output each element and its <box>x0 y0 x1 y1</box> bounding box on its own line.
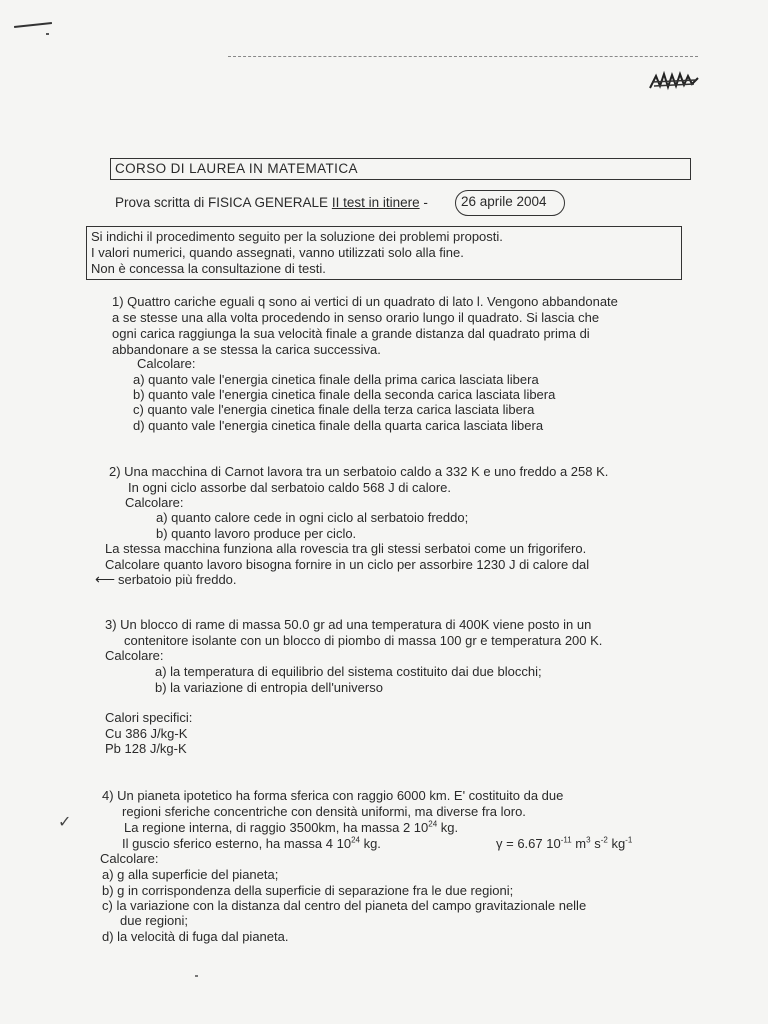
problem1-line: ogni carica raggiunga la sua velocità finale a grande distanza dal quadrato prima di <box>112 326 590 341</box>
problem2-item: a) quanto calore cede in ogni ciclo al serbatoio freddo; <box>156 510 469 525</box>
problem4-line: 4) Un pianeta ipotetico ha forma sferica con raggio 6000 km. E' costituito da due <box>102 788 564 803</box>
problem4-calc: Calcolare: <box>100 851 159 866</box>
problem4-item: b) g in corrispondenza della superficie di separazione fra le due regioni; <box>102 883 514 898</box>
exam-dash: - <box>419 195 428 210</box>
problem4-item: a) g alla superficie del pianeta; <box>102 867 279 882</box>
problem1-line: 1) Quattro cariche eguali q sono ai vertici di un quadrato di lato l. Vengono abbandonate <box>112 294 618 309</box>
problem2-calc: Calcolare: <box>125 495 184 510</box>
instruction-line: Non è concessa la consultazione di testi. <box>91 261 326 276</box>
scribble-mark <box>648 70 700 92</box>
course-title: CORSO DI LAUREA IN MATEMATICA <box>115 161 358 176</box>
problem4-outer-mass: Il guscio sferico esterno, ha massa 4 $10^{24}$ kg. <box>122 835 381 851</box>
top-dashed-line <box>228 56 698 57</box>
specific-heat-title: Calori specifici: <box>105 710 193 725</box>
problem2-line: In ogni ciclo assorbe dal serbatoio caldo 568 J di calore. <box>128 480 452 495</box>
specific-heat-cu: Cu 386 J/kg-K <box>105 726 188 741</box>
exam-date: 26 aprile 2004 <box>461 194 547 209</box>
exam-title <box>115 195 428 210</box>
problem1-line: abbandonare a se stessa la carica successiva. <box>112 342 381 357</box>
problem4-line: regioni sferiche concentriche con densità uniformi, ma diverse fra loro. <box>122 804 526 819</box>
problem1-item: a) quanto vale l'energia cinetica finale della prima carica lasciata libera <box>133 372 539 387</box>
problem3-calc: Calcolare: <box>105 648 164 663</box>
problem4-item: c) la variazione con la distanza dal centro del pianeta del campo gravitazionale nelle <box>102 898 587 913</box>
scan-dot-mark <box>195 975 198 977</box>
problem3-line: 3) Un blocco di rame di massa 50.0 gr ad una temperatura di 400K viene posto in un <box>105 617 592 632</box>
problem3-item: b) la variazione di entropia dell'universo <box>155 680 383 695</box>
exam-prefix: Prova scritta di FISICA GENERALE <box>115 195 332 210</box>
problem3-item: a) la temperatura di equilibrio del sistema costituito dai due blocchi; <box>155 664 542 679</box>
specific-heat-pb: Pb 128 J/kg-K <box>105 741 187 756</box>
problem2-extra: serbatoio più freddo. <box>118 572 237 587</box>
problem1-item: b) quanto vale l'energia cinetica finale della seconda carica lasciata libera <box>133 387 556 402</box>
problem2-item: b) quanto lavoro produce per ciclo. <box>156 526 357 541</box>
check-mark-icon: ✓ <box>58 814 72 831</box>
problem2-extra: La stessa macchina funziona alla rovescia tra gli stessi serbatoi come un frigorifero. <box>105 541 587 556</box>
pen-dot-mark <box>46 33 49 35</box>
instruction-line: Si indichi il procedimento seguito per la soluzione dei problemi proposti. <box>91 229 503 244</box>
handwritten-arrow: ⟵ <box>95 571 116 587</box>
instruction-line: I valori numerici, quando assegnati, vanno utilizzati solo alla fine. <box>91 245 464 260</box>
problem4-item: due regioni; <box>120 913 188 928</box>
problem1-line: a se stesse una alla volta procedendo in senso orario lungo il quadrato. Si lascia che <box>112 310 600 325</box>
problem4-item: d) la velocità di fuga dal pianeta. <box>102 929 289 944</box>
problem1-item: d) quanto vale l'energia cinetica finale della quarta carica lasciata libera <box>133 418 544 433</box>
problem3-line: contenitore isolante con un blocco di piombo di massa 100 gr e temperatura 200 K. <box>124 633 603 648</box>
pen-scratch-mark <box>14 22 52 28</box>
gravitational-constant: γ = 6.67 $10^{-11}$ $m^3$ $s^{-2}$ $kg^{-1}$ <box>496 835 633 851</box>
exam-test-label: II test in itinere <box>331 195 420 210</box>
problem2-line: 2) Una macchina di Carnot lavora tra un serbatoio caldo a 332 K e uno freddo a 258 K. <box>109 464 609 479</box>
problem1-item: c) quanto vale l'energia cinetica finale della terza carica lasciata libera <box>133 402 535 417</box>
problem4-inner-mass: La regione interna, di raggio 3500km, ha massa 2 $10^{24}$ kg. <box>124 819 459 835</box>
problem1-calc: Calcolare: <box>137 356 196 371</box>
problem2-extra: Calcolare quanto lavoro bisogna fornire in un ciclo per assorbire 1230 J di calore dal <box>105 557 590 572</box>
